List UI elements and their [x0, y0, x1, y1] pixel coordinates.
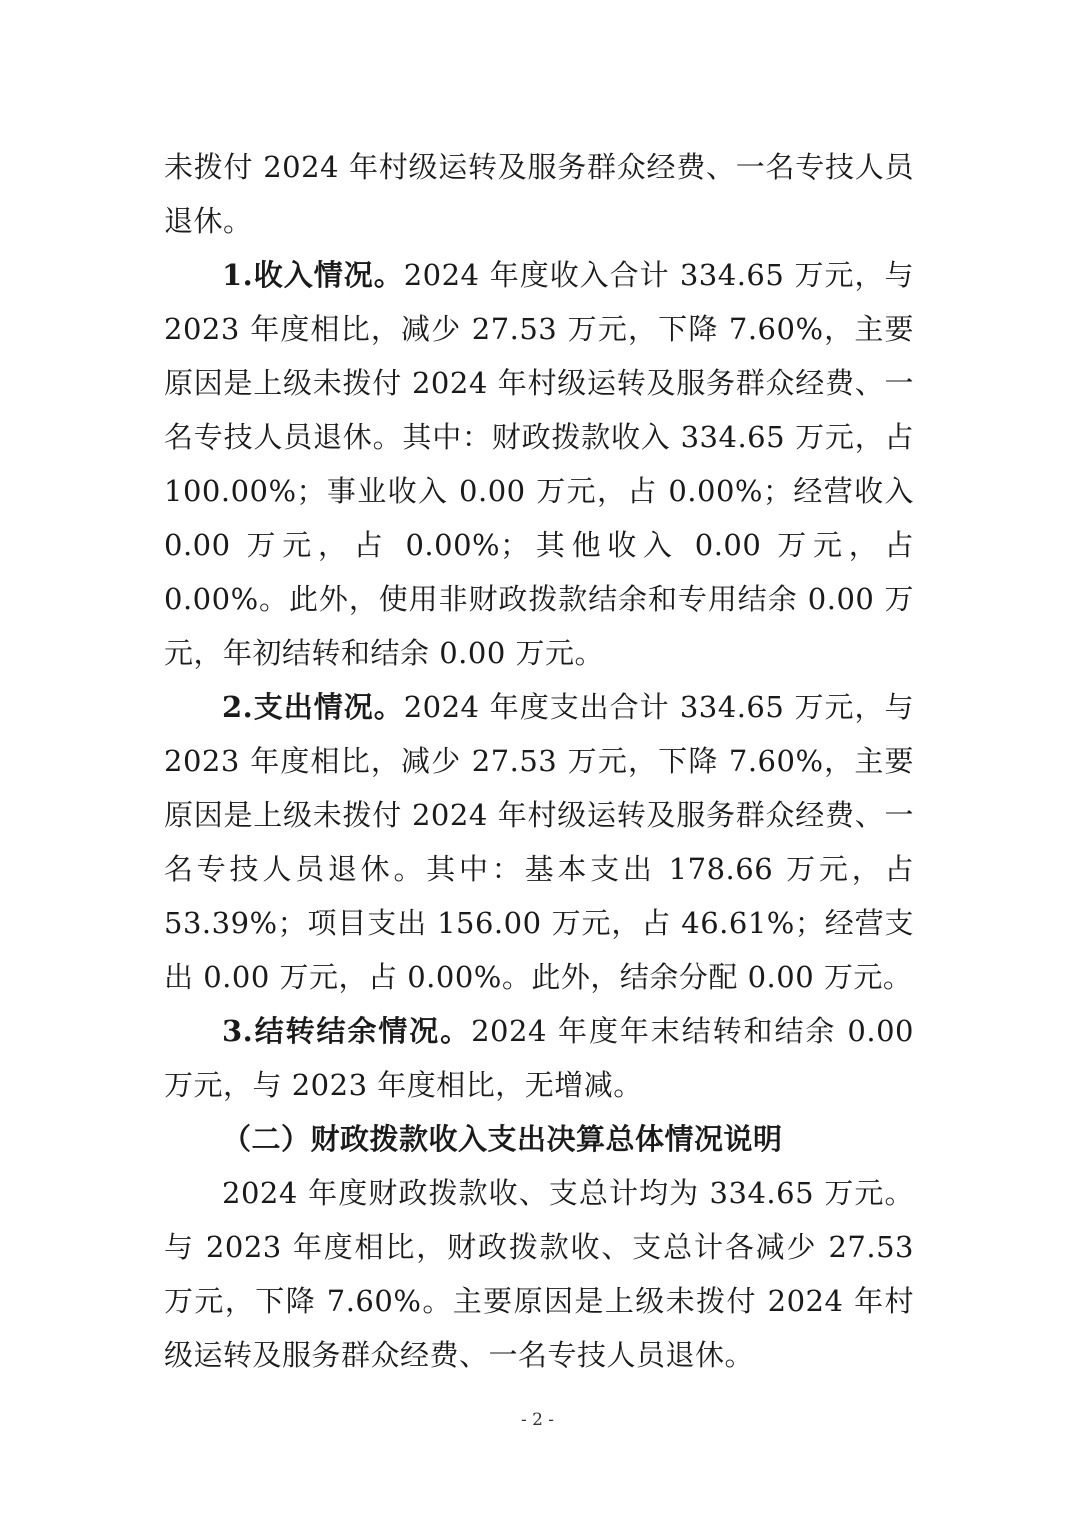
carryover-paragraph — [164, 1004, 914, 1112]
section-heading: （二）财政拨款收入支出决算总体情况说明 — [222, 1122, 783, 1156]
income-text: 2024 年度收入合计 334.65 万元，与 2023 年度相比，减少 27.53 万元，下降 7.60%，主要原因是上级未拨付 2024 年村级运转及服务群众经费、一名专技人员退休。其中：财政拨款收入 334.65 万元，占 100.00%；事业收入 0.00 万元，占 0.00%；经营收入 0.00 万元，占 0.00%；其他收入 0.00 万元，占 0.00%。此外，使用非财政拨款结余和专用结余 0.00 万元，年初结转和结余 0.00 万元。 — [164, 258, 914, 670]
expenditure-lead: 2.支出情况。 — [222, 690, 404, 724]
carryover-lead: 3.结转结余情况。 — [222, 1014, 472, 1048]
expenditure-paragraph — [164, 680, 914, 1004]
continuation-paragraph: 未拨付 2024 年村级运转及服务群众经费、一名专技人员退休。 — [164, 150, 914, 238]
document-body — [164, 140, 914, 1382]
page-number: - 2 - — [520, 1410, 555, 1430]
expenditure-text: 2024 年度支出合计 334.65 万元，与 2023 年度相比，减少 27.53 万元，下降 7.60%，主要原因是上级未拨付 2024 年村级运转及服务群众经费、一名专技人员退休。其中：基本支出 178.66 万元，占 53.39%；项目支出 156.00 万元，占 46.61%；经营支出 0.00 万元，占 0.00%。此外，结余分配 0.00 万元。 — [164, 690, 914, 994]
carryover-text: 2024 年度年末结转和结余 0.00 万元，与 2023 年度相比，无增减。 — [164, 1014, 914, 1102]
income-lead: 1.收入情况。 — [222, 258, 404, 292]
section-paragraph: 2024 年度财政拨款收、支总计均为 334.65 万元。与 2023 年度相比，财政拨款收、支总计各减少 27.53 万元，下降 7.60%。主要原因是上级未拨付 2024 年村级运转及服务群众经费、一名专技人员退休。 — [164, 1176, 914, 1372]
income-paragraph — [164, 248, 914, 680]
